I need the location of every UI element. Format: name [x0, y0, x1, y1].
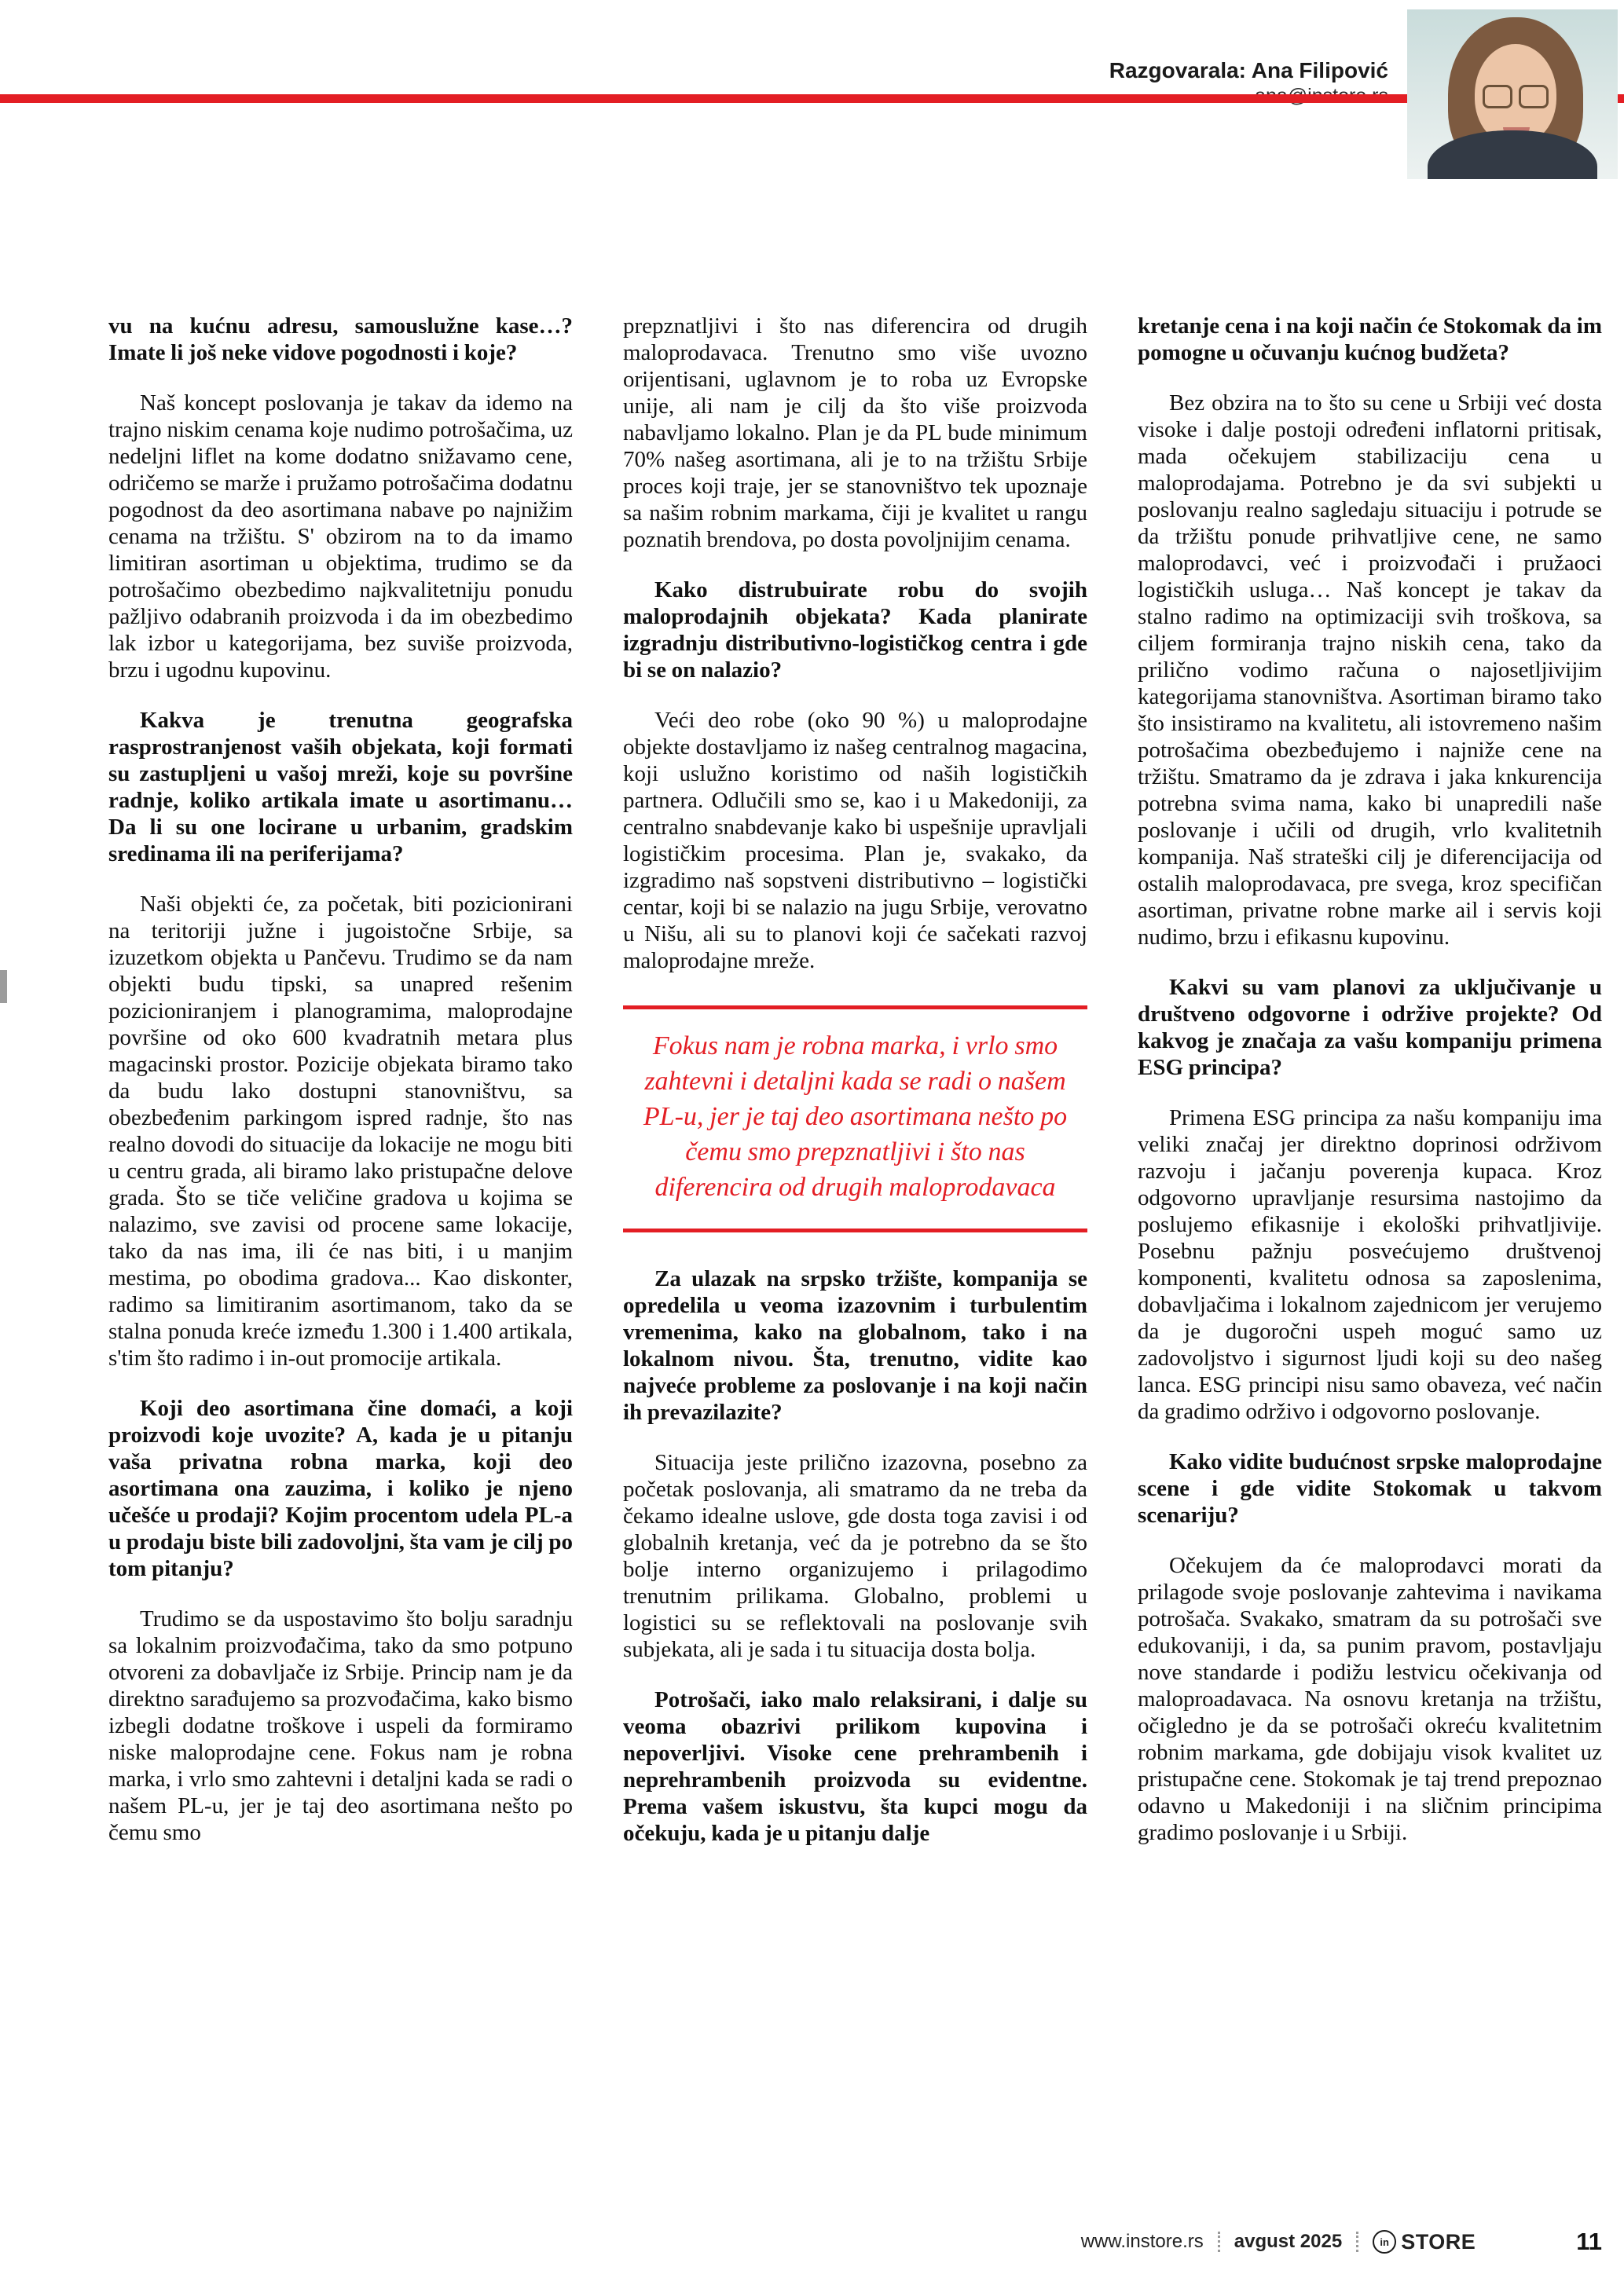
- page-footer: [108, 2228, 1602, 2256]
- interview-answer: Naš koncept poslovanja je takav da idemo na trajno niskim cenama koje nudimo potrošačima, uz nedeljni liflet na kome dodatno snižavamo cene, odričemo se marže i pružamo potrošačima dodatnu pogodnost da deo asortimana nabave po najnižim cenama na tržištu. S' obzirom na to da imamo limitiran asortiman u objektima, trudimo se da potrošačimo obezbedimo najkvalitetniju ponudu pažljivo odabranih proizvoda i da im obezbedimo lak izbor u kategorijama, bez suviše proizvoda, brzu i ugodnu kupovinu.: [108, 390, 573, 683]
- article-body: [108, 313, 1602, 1870]
- footer-issue-date: avgust 2025: [1234, 2231, 1343, 2252]
- interview-answer: Očekujem da će maloprodavci morati da prilagode svoje poslovanje zahtevima i navikama potrošača. Svakako, smatram da su potrošači sve edukovaniji, i da, sa punim pravom, postavljaju nove standarde i podižu lestvicu očekivanja od maloproadavaca. Na osnovu kretanja na tržištu, očigledno je da se potrošači okreću kvalitetnim robnim markama, gde dobijaju visok kvalitet uz pristupačne cene. Stokomak je taj trend prepoznao odavno u Makedoniji i na sličnim principima gradimo poslovanje i u Srbiji.: [1138, 1553, 1602, 1845]
- photo-glasses-shape: [1483, 85, 1549, 105]
- interview-question: vu na kućnu adresu, samouslužne kase…? Imate li još neke vidove pogodnosti i koje?: [108, 313, 573, 365]
- byline-author: Razgovarala: Ana Filipović: [1109, 58, 1388, 82]
- footer-site-url: www.instore.rs: [1080, 2231, 1204, 2252]
- interview-answer: Bez obzira na to što su cene u Srbiji već dosta visoke i dalje postoji određeni inflatorni pritisak, mada očekujem stabilizaciju cena u maloprodajama. Potrebno je da svi subjekti u poslovanju realno sagledaju situaciju i potrude se da tržištu ponude prihvatljive cene, ne samo maloprodavci, već i proizvođači i pružaoci logističkih usluga… Naš koncept je takav da stalno radimo na optimizaciji svih troškova, sa ciljem formiranja trajno niskih cena, tako da prilično vodimo računa o najosetljivijim kategorijama stanovništva. Asortiman biramo tako što insistiramo na kvalitetu, ali istovremeno našim potrošačima obezbeđujemo i najniže cene na tržištu. Smatramo da je zdrava i jaka knkurencija potrebna svima nama, kako bi unapredili naše poslovanje i učili od drugih, vrlo kvalitetnih kompanija. Naš strateški cilj je diferencijacija od ostalih maloprodavaca, pre svega, kroz specifičan asortiman, privatne robne marke ail i servis koji nudimo, brzu i efikasnu kupovinu.: [1138, 390, 1602, 950]
- interview-question: Koji deo asortimana čine domaći, a koji proizvodi koje uvozite? A, kada je u pitanju vaša privatna robna marka, koji deo asortimana ona zauzima, i koliko je njeno učešće u prodaji? Kojim procentom udela PL-a u prodaju biste bili zadovoljni, šta vam je cilj po tom pitanju?: [108, 1396, 573, 1581]
- interview-answer: Naši objekti će, za početak, biti pozicionirani na teritoriji južne i jugoistočne Srbije, sa izuzetkom objekta u Pančevu. Trudimo se da nam objekti budu tipski, sa unapred rešenim pozicioniranjem i planogramima, maloprodajne površine od oko 600 kvadratnih metara plus magacinski prostor. Pozicije objekata biramo tako da budu lako dostupni stanovništvu, sa obezbeđenim parkingom ispred radnje, što nas realno dovodi do situacije da lokacije ne mogu biti u centru grada, ali biramo lako pristupačne delove grada. Što se tiče veličine gradova u kojima se nalazimo, sve zavisi od procene same lokacije, tako da nas ima, ili će nas biti, i u manjim mestima, po obodima gradova... Kao diskonter, radimo sa limitiranim asortimanom, tako da se stalna ponuda kreće između 1.300 i 1.400 artikala, s'tim što radimo i in-out promocije artikala.: [108, 892, 573, 1371]
- interview-answer: prepznatljivi i što nas diferencira od drugih maloprodavaca. Trenutno smo više uvozno orijentisani, uglavnom je to roba uz Evropske unije, ali nam je cilj da što više proizvoda nabavljamo lokalno. Plan je da PL bude minimum 70% našeg asortimana, ali je to na tržištu Srbije proces koji traje, jer se stanovništvo tek upoznaje sa našim robnim markama, čiji je kvalitet u rangu poznatih brendova, po dosta povoljnijim cenama.: [623, 313, 1087, 552]
- interview-answer: Trudimo se da uspostavimo što bolju saradnju sa lokalnim proizvođačima, tako da smo potpuno otvoreni za dobavljače iz Srbije. Princip nam je da direktno sarađujemo sa prozvođačima, kako bismo izbegli dodatne troškove i uspeli da formiramo niske maloprodajne cene. Fokus nam je robna marka, i vrlo smo zahtevni i detaljni kada se radi o našem PL-u, jer je taj deo asortimana nešto po čemu smo: [108, 1606, 573, 1845]
- pull-quote: Fokus nam je robna marka, i vrlo smo zahtevni i detaljni kada se radi o našem PL-u, jer je taj deo asortimana nešto po čemu smo prepznatljivi i što nas diferencira od drugih maloprodavaca: [623, 1005, 1087, 1232]
- text-column-1: [108, 313, 573, 1870]
- interview-question: Kakvi su vam planovi za uključivanje u društveno odgovorne i održive projekte? Od kakvog je značaja za vašu kompaniju primena ESG principa?: [1138, 975, 1602, 1080]
- footer-separator: [1218, 2232, 1220, 2252]
- text-column-2: [623, 313, 1087, 1870]
- interview-question: Potrošači, iako malo relaksirani, i dalje su veoma obazrivi prilikom kupovina i nepoverljivi. Visoke cene prehrambenih i neprehrambenih proizvoda su evidentne. Prema vašem iskustvu, šta kupci mogu da očekuju, kada je u pitanju dalje: [623, 1687, 1087, 1846]
- interview-answer: Veći deo robe (oko 90 %) u maloprodajne objekte dostavljamo iz našeg centralnog magacina, koji uslužno koristimo od naših logističkih partnera. Odlučili smo se, kao i u Makedoniji, za centralno snabdevanje kako bi uspešnije upravljali logističkim procesima. Plan je, svakako, da izgradimo naš sopstveni distributivno – logistički centar, koji bi se nalazio na jugu Srbije, verovatno u Nišu, ali su to planovi koji će sačekati razvoj maloprodajne mreže.: [623, 708, 1087, 973]
- instore-logo: [1373, 2230, 1476, 2254]
- instore-logo-mark: in: [1373, 2230, 1396, 2254]
- footer-separator: [1356, 2232, 1358, 2252]
- interview-question: Kakva je trenutna geografska rasprostranjenost vaših objekata, koji formati su zastupljeni u vašoj mreži, koje su površine radnje, koliko artikala imate u asortimanu… Da li su one locirane u urbanim, gradskim sredinama ili na periferijama?: [108, 708, 573, 866]
- instore-logo-text: STORE: [1401, 2229, 1476, 2254]
- interview-question: kretanje cena i na koji način će Stokomak da im pomogne u očuvanju kućnog budžeta?: [1138, 313, 1602, 365]
- page-number: 11: [1576, 2228, 1602, 2255]
- interview-question: Kako vidite budućnost srpske maloprodajne scene i gde vidite Stokomak u takvom scenariju?: [1138, 1449, 1602, 1528]
- top-red-rule: [0, 94, 1624, 103]
- interview-question: Za ulazak na srpsko tržište, kompanija se opredelila u veoma izazovnim i turbulentim vremenima, kako na globalnom, tako i na lokalnom nivou. Šta, trenutno, vidite kao najveće probleme za poslovanje i na koji način ih prevazilazite?: [623, 1266, 1087, 1425]
- interview-question: Kako distrubuirate robu do svojih maloprodajnih objekata? Kada planirate izgradnju distributivno-logističkog centra i gde bi se on nalazio?: [623, 577, 1087, 683]
- page-edge-print-mark: [0, 970, 7, 1003]
- interview-answer: Primena ESG principa za našu kompaniju ima veliki značaj jer direktno doprinosi održivom razvoju i jačanju poverenja kupaca. Kroz odgovorno upravljanje resursima nastojimo da poslujemo efikasnije i ekološki prihvatljivije. Posebnu pažnju posvećujemo društvenoj komponenti, kvalitetu odnosa sa zaposlenima, dobavljačima i lokalnom zajednicom jer verujemo da je dugoročni uspeh moguć samo uz zadovoljstvo i sigurnost ljudi koji su deo našeg lanca. ESG principi nisu samo obaveza, već način da gradimo održivo i odgovorno poslovanje.: [1138, 1105, 1602, 1424]
- interview-answer: Situacija jeste prilično izazovna, posebno za početak poslovanja, ali smatramo da ne treba da čekamo idealne uslove, gde dosta toga zavisi i od globalnih kretanja, već da je potrebno da se što bolje interno organizujemo i prilagodimo trenutnim prilikama. Globalno, problemi u logistici su se reflektovali na poslovanje svih subjekata, ali je sada i tu situacija dosta bolja.: [623, 1450, 1087, 1662]
- text-column-3: [1138, 313, 1602, 1870]
- author-photo: [1407, 9, 1618, 179]
